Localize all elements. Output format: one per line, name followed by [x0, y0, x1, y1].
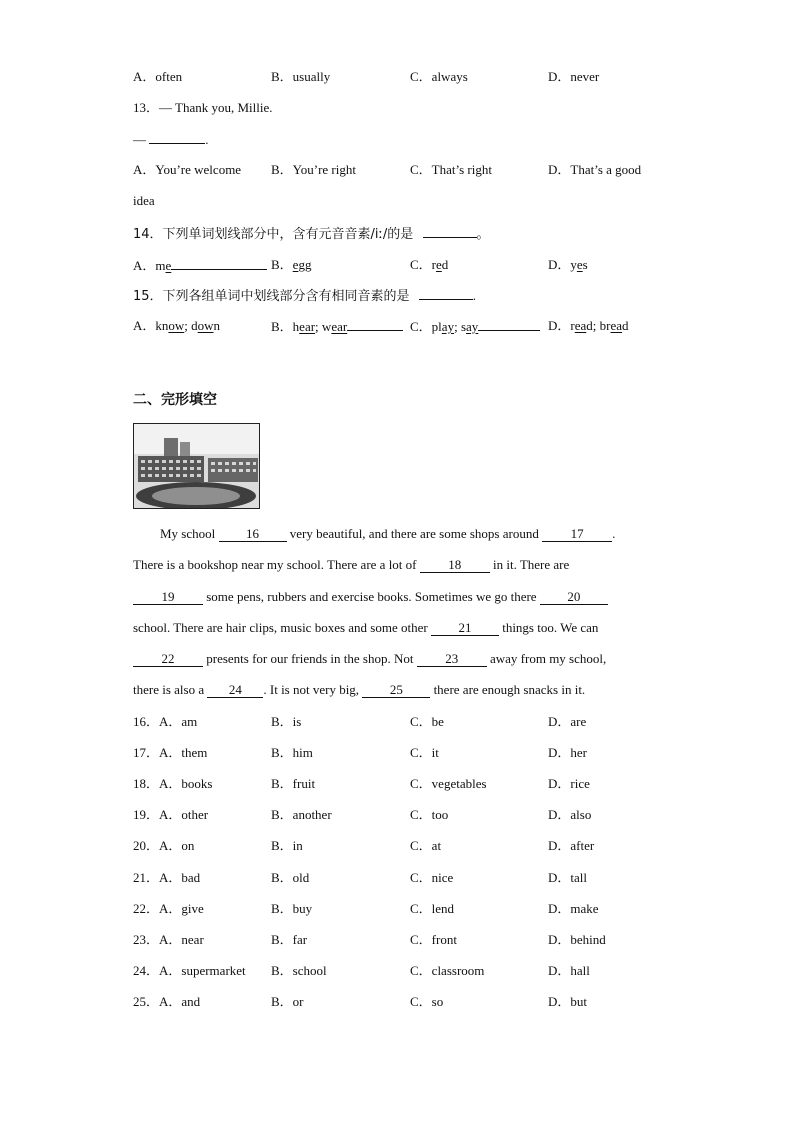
- q15-end: .: [472, 288, 477, 303]
- q13-options: [133, 162, 673, 178]
- q14-options: [133, 257, 673, 273]
- q18-option-a[interactable]: 18．A．books: [133, 776, 213, 791]
- q25-option-a[interactable]: 25．A．and: [133, 994, 201, 1009]
- blank-17[interactable]: 17: [542, 527, 612, 542]
- q13-answer-blank[interactable]: [149, 131, 205, 144]
- passage-line-2: There is a bookshop near my school. There are a lot of 18 in it. There are: [133, 557, 570, 572]
- q13-option-a[interactable]: A．You’re welcome: [133, 162, 242, 177]
- q18-option-c[interactable]: C．vegetables: [410, 776, 487, 791]
- blank-24[interactable]: 24: [207, 683, 263, 698]
- q21-option-a[interactable]: 21．A．bad: [133, 870, 201, 885]
- q25-option-b[interactable]: B．or: [271, 994, 304, 1009]
- q14-option-d[interactable]: D．yes: [548, 257, 588, 272]
- q19-options: [133, 807, 673, 823]
- q20-option-c[interactable]: C．at: [410, 838, 442, 853]
- q18-options: [133, 776, 673, 792]
- q20-option-a[interactable]: 20．A．on: [133, 838, 195, 853]
- q16-option-a[interactable]: 16．A．am: [133, 714, 198, 729]
- q24-options: [133, 963, 673, 979]
- q15-option-c[interactable]: C．play; say: [410, 318, 540, 335]
- q12-options: [133, 69, 673, 85]
- q17-option-c[interactable]: C．it: [410, 745, 439, 760]
- q14-prompt-line: [133, 225, 490, 243]
- q12-option-d[interactable]: D．never: [548, 69, 600, 84]
- q24-option-c[interactable]: C．classroom: [410, 963, 485, 978]
- q22-option-d[interactable]: D．make: [548, 901, 599, 916]
- passage-line-4: school. There are hair clips, music boxes and some other 21 things too. We can: [133, 620, 599, 635]
- q12-option-c[interactable]: C．always: [410, 69, 468, 84]
- q15-options: [133, 318, 673, 334]
- q14-end: 。: [476, 227, 490, 242]
- q22-option-a[interactable]: 22．A．give: [133, 901, 204, 916]
- q23-option-b[interactable]: B．far: [271, 932, 308, 947]
- q22-options: [133, 901, 673, 917]
- blank-16[interactable]: 16: [219, 527, 287, 542]
- q12-option-a[interactable]: A．often: [133, 69, 183, 84]
- q14-option-a[interactable]: A．me: [133, 257, 267, 274]
- q19-option-a[interactable]: 19．A．other: [133, 807, 209, 822]
- q13-option-b[interactable]: B．You’re right: [271, 162, 356, 177]
- q13-reply: — .: [133, 132, 209, 147]
- q13-prompt: 13．— Thank you, Millie.: [133, 100, 273, 115]
- q21-option-b[interactable]: B．old: [271, 870, 310, 885]
- q13-option-c[interactable]: C．That’s right: [410, 162, 492, 177]
- q12-option-b[interactable]: B．usually: [271, 69, 331, 84]
- q13-option-d[interactable]: D．That’s a good: [548, 162, 642, 177]
- q24-option-a[interactable]: 24．A．supermarket: [133, 963, 246, 978]
- blank-20[interactable]: 20: [540, 590, 608, 605]
- blank-25[interactable]: 25: [362, 683, 430, 698]
- q22-option-b[interactable]: B．buy: [271, 901, 313, 916]
- q21-option-c[interactable]: C．nice: [410, 870, 454, 885]
- q16-option-d[interactable]: D．are: [548, 714, 587, 729]
- q25-option-d[interactable]: D．but: [548, 994, 588, 1009]
- q14-prompt: 14．下列单词划线部分中，含有元音音素/iː/的是: [133, 227, 414, 242]
- q14-option-b[interactable]: B．egg: [271, 257, 312, 272]
- q18-option-b[interactable]: B．fruit: [271, 776, 316, 791]
- q25-options: [133, 994, 673, 1010]
- blank-21[interactable]: 21: [431, 621, 499, 636]
- q14-answer-blank[interactable]: [423, 225, 477, 238]
- q14-option-c[interactable]: C．red: [410, 257, 449, 272]
- q24-option-b[interactable]: B．school: [271, 963, 327, 978]
- q19-option-b[interactable]: B．another: [271, 807, 332, 822]
- q23-option-a[interactable]: 23．A．near: [133, 932, 204, 947]
- q23-option-d[interactable]: D．behind: [548, 932, 606, 947]
- q15-option-a[interactable]: A．know; down: [133, 318, 221, 333]
- q19-option-d[interactable]: D．also: [548, 807, 592, 822]
- q16-options: [133, 714, 673, 730]
- q18-option-d[interactable]: D．rice: [548, 776, 590, 791]
- q20-options: [133, 838, 673, 854]
- q17-option-d[interactable]: D．her: [548, 745, 587, 760]
- passage-line-5: 22 presents for our friends in the shop. Not 23 away from my school,: [133, 651, 606, 667]
- section-heading: 二、完形填空: [133, 392, 217, 408]
- q24-option-d[interactable]: D．hall: [548, 963, 590, 978]
- q15-prompt-line: [133, 287, 476, 305]
- blank-18[interactable]: 18: [420, 558, 490, 573]
- q16-option-b[interactable]: B．is: [271, 714, 302, 729]
- blank-23[interactable]: 23: [417, 652, 487, 667]
- q15-option-b[interactable]: B．hear; wear: [271, 318, 403, 335]
- q15-option-d[interactable]: D．read; bread: [548, 318, 629, 333]
- q17-options: [133, 745, 673, 761]
- q13-option-d-wrap: idea: [133, 193, 155, 208]
- blank-22[interactable]: 22: [133, 652, 203, 667]
- q20-option-b[interactable]: B．in: [271, 838, 303, 853]
- q19-option-c[interactable]: C．too: [410, 807, 449, 822]
- q22-option-c[interactable]: C．lend: [410, 901, 455, 916]
- blank-19[interactable]: 19: [133, 590, 203, 605]
- q25-option-c[interactable]: C．so: [410, 994, 444, 1009]
- q17-option-b[interactable]: B．him: [271, 745, 313, 760]
- q17-option-a[interactable]: 17．A．them: [133, 745, 208, 760]
- school-photo: [133, 423, 260, 509]
- q15-answer-blank[interactable]: [419, 287, 473, 300]
- q16-option-c[interactable]: C．be: [410, 714, 444, 729]
- passage-line-3: 19 some pens, rubbers and exercise books. Sometimes we go there 20: [133, 589, 608, 605]
- q15-prompt: 15．下列各组单词中划线部分含有相同音素的是: [133, 289, 410, 304]
- passage-line-1: My school 16 very beautiful, and there are some shops around 17 .: [160, 526, 616, 541]
- q13-reply-dash: —: [133, 132, 146, 147]
- q21-options: [133, 870, 673, 886]
- q23-option-c[interactable]: C．front: [410, 932, 457, 947]
- q20-option-d[interactable]: D．after: [548, 838, 595, 853]
- q21-option-d[interactable]: D．tall: [548, 870, 587, 885]
- q23-options: [133, 932, 673, 948]
- passage-line-6: there is also a 24 . It is not very big, 25 there are enough snacks in it.: [133, 682, 586, 697]
- school-building-image: [134, 424, 259, 508]
